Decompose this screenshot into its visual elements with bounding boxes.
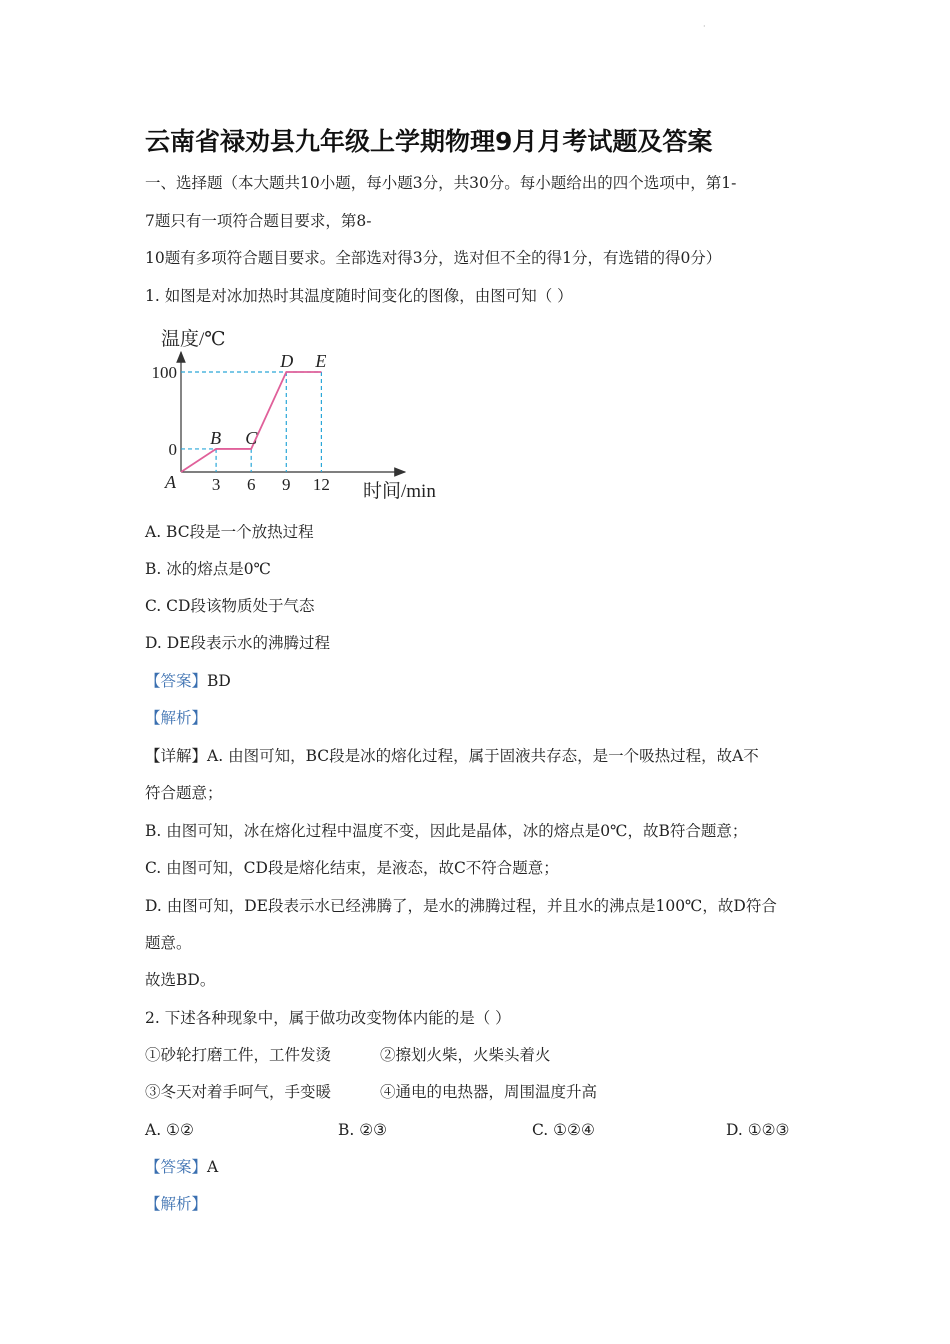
q1-option-b: B. 冰的熔点是0℃ [145, 560, 271, 578]
q1-detail-line5: D. 由图可知，DE段表示水已经沸腾了，是水的沸腾过程，并且水的沸点是100℃，故D符合 [145, 897, 777, 915]
q2-item-4: ④通电的电热器，周围温度升高 [380, 1083, 598, 1101]
page-title: 云南省禄劝县九年级上学期物理9月月考试题及答案 [145, 127, 713, 156]
x-tick-label: 9 [282, 475, 291, 494]
q2-option-d: D. ①②③ [726, 1121, 790, 1139]
analysis-tag: 【解析】 [145, 1195, 208, 1213]
q1-detail-line3: B. 由图可知，冰在熔化过程中温度不变，因此是晶体，冰的熔点是0℃，故B符合题意； [145, 822, 748, 840]
origin-label: A [165, 472, 176, 492]
temperature-time-chart [145, 322, 455, 502]
answer-tag: 【答案】 [145, 672, 208, 690]
answer-tag: 【答案】 [145, 1158, 208, 1176]
q2-item-1: ①砂轮打磨工件，工件发烫 [145, 1046, 332, 1064]
answer-value: BD [207, 672, 231, 690]
q1-detail-line6: 题意。 [145, 934, 192, 952]
q1-conclusion: 故选BD。 [145, 971, 216, 989]
q1-detail-line2: 符合题意； [145, 784, 223, 802]
point-label-E: E [315, 351, 327, 371]
q2-option-b: B. ②③ [338, 1121, 388, 1139]
answer-value: A [207, 1158, 219, 1176]
q1-stem: 1. 如图是对冰加热时其温度随时间变化的图像，由图可知（ ） [145, 287, 573, 305]
y-axis-label: 温度/℃ [161, 329, 226, 350]
point-label-B: B [210, 427, 222, 448]
q2-item-3: ③冬天对着手呵气，手变暖 [145, 1083, 332, 1101]
q2-analysis-tag [145, 1194, 207, 1214]
header-dot: · [703, 22, 706, 31]
section-instructions-line1: 一、选择题（本大题共10小题，每小题3分，共30分。每小题给出的四个选项中，第1- [145, 174, 737, 192]
detail-tag: 【详解】 [145, 747, 208, 765]
q1-detail-line1 [145, 746, 759, 766]
point-label-C: C [245, 427, 258, 448]
q1-option-d: D. DE段表示水的沸腾过程 [145, 634, 330, 652]
q2-stem: 2. 下述各种现象中，属于做功改变物体内能的是（ ） [145, 1009, 511, 1027]
y-tick-label: 0 [168, 439, 177, 459]
q2-option-c: C. ①②④ [532, 1121, 595, 1139]
detail-text: A. 由图可知，BC段是冰的熔化过程，属于固液共存态，是一个吸热过程，故A不 [207, 747, 759, 765]
analysis-tag: 【解析】 [145, 709, 208, 727]
q1-detail-line4: C. 由图可知，CD段是熔化结束，是液态，故C不符合题意； [145, 859, 559, 877]
q1-option-a: A. BC段是一个放热过程 [145, 523, 314, 541]
q1-answer [145, 671, 231, 691]
q2-answer [145, 1157, 218, 1177]
q1-analysis-tag [145, 708, 207, 728]
q1-option-c: C. CD段该物质处于气态 [145, 597, 315, 615]
x-axis-label: 时间/min [363, 481, 436, 502]
x-tick-label: 12 [312, 475, 330, 494]
x-tick-label: 6 [246, 475, 256, 494]
q2-option-a: A. ①② [145, 1121, 194, 1139]
y-tick-label: 100 [151, 363, 177, 382]
section-instructions-line3: 10题有多项符合题目要求。全部选对得3分，选对但不全的得1分，有选错的得0分） [145, 249, 722, 267]
q2-item-2: ②擦划火柴，火柴头着火 [380, 1046, 551, 1064]
x-tick-label: 3 [211, 475, 221, 494]
section-instructions-line2: 7题只有一项符合题目要求，第8- [145, 212, 372, 230]
point-label-D: D [280, 351, 294, 371]
